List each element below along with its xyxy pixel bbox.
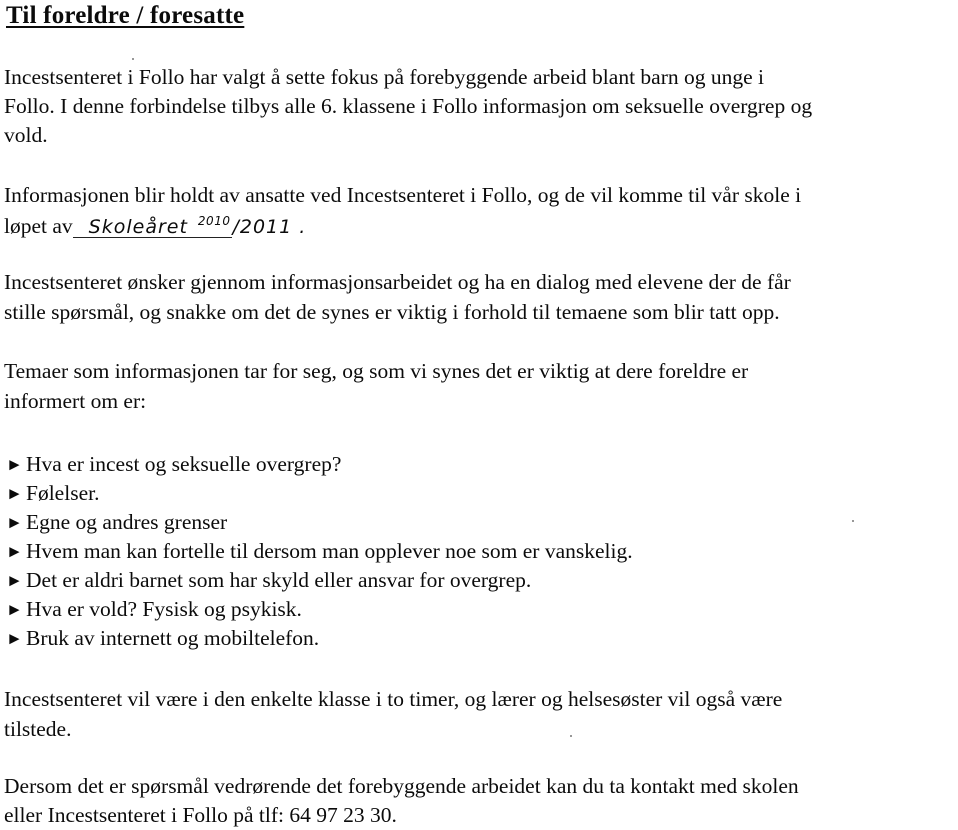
handwritten-year-end: /2011 . (232, 216, 307, 238)
intro-paragraph-line-1: Incestsenteret i Follo har valgt å sette fokus på forebyggende arbeid blant barn og unge i (4, 65, 765, 89)
bullet-triangle-icon: ► (6, 600, 23, 619)
schedule-prefix: løpet av (4, 214, 73, 238)
handwritten-year-start: 2010 (197, 214, 231, 228)
list-item (6, 508, 227, 537)
list-item-text: Hva er incest og seksuelle overgrep? (26, 452, 342, 476)
bullet-triangle-icon: ► (6, 484, 23, 503)
dialog-paragraph-line-2: stille spørsmål, og snakke om det de synes er viktig i forhold til temaene som blir tatt opp. (4, 300, 780, 324)
scan-speck (570, 735, 572, 737)
schedule-paragraph-line-1: Informasjonen blir holdt av ansatte ved Incestsenteret i Follo, og de vil komme til vår skole i (4, 183, 802, 207)
topics-intro-line-1: Temaer som informasjonen tar for seg, og som vi synes det er viktig at dere foreldre er (4, 359, 749, 383)
list-item (6, 537, 633, 566)
handwritten-school-year (73, 211, 233, 238)
contact-paragraph-line-1: Dersom det er spørsmål vedrørende det forebyggende arbeidet kan du ta kontakt med skolen (4, 774, 799, 798)
list-item (6, 566, 531, 595)
page-title: Til foreldre / foresatte (6, 2, 245, 29)
list-item-text: Følelser. (26, 481, 100, 505)
bullet-triangle-icon: ► (6, 571, 23, 590)
dialog-paragraph-line-1: Incestsenteret ønsker gjennom informasjonsarbeidet og ha en dialog med elevene der de får (4, 270, 791, 294)
visit-paragraph-line-1: Incestsenteret vil være i den enkelte klasse i to timer, og lærer og helsesøster vil også være (4, 687, 783, 711)
bullet-triangle-icon: ► (6, 629, 23, 648)
list-item-text: Egne og andres grenser (26, 510, 228, 534)
list-item-text: Det er aldri barnet som har skyld eller ansvar for overgrep. (26, 568, 532, 592)
bullet-triangle-icon: ► (6, 455, 23, 474)
intro-paragraph-line-2: Follo. I denne forbindelse tilbys alle 6. klassene i Follo informasjon om seksuelle overgrep og (4, 94, 813, 118)
list-item-text: Hvem man kan fortelle til dersom man opplever noe som er vanskelig. (26, 539, 633, 563)
schedule-paragraph-line-2 (4, 211, 306, 242)
bullet-triangle-icon: ► (6, 513, 23, 532)
scan-speck (132, 58, 134, 60)
list-item (6, 479, 99, 508)
scan-speck (852, 520, 854, 522)
handwritten-word: Skoleåret (88, 216, 188, 238)
visit-paragraph-line-2: tilstede. (4, 717, 72, 741)
list-item-text: Hva er vold? Fysisk og psykisk. (26, 597, 302, 621)
list-item (6, 624, 319, 653)
list-item-text: Bruk av internett og mobiltelefon. (26, 626, 320, 650)
topics-intro-line-2: informert om er: (4, 389, 147, 413)
intro-paragraph-line-3: vold. (4, 123, 48, 147)
list-item (6, 450, 341, 479)
list-item (6, 595, 302, 624)
contact-paragraph-line-2: eller Incestsenteret i Follo på tlf: 64 97 23 30. (4, 803, 397, 827)
bullet-triangle-icon: ► (6, 542, 23, 561)
